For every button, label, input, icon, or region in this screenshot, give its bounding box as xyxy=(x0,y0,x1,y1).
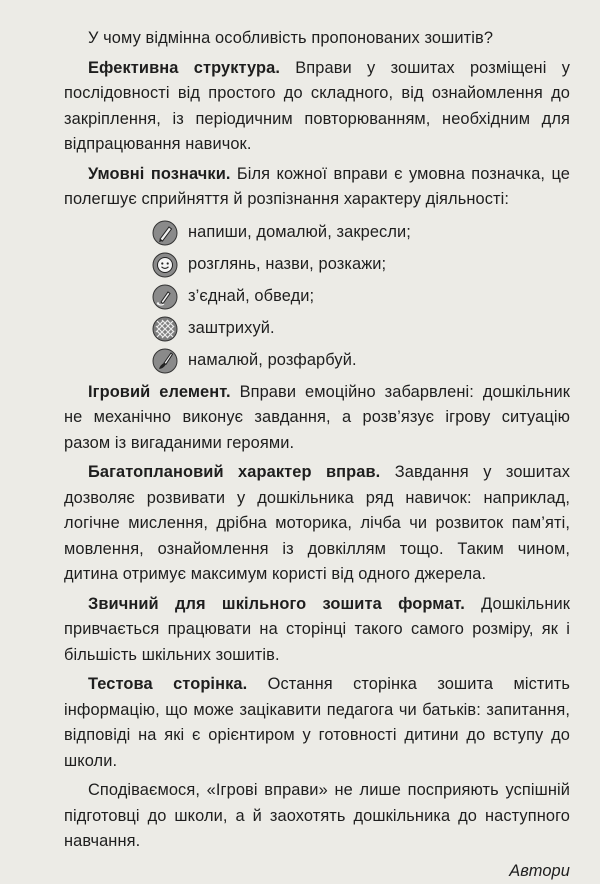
closing-paragraph: Сподіваємося, «Ігрові вправи» не лише посприяють успішній підготовці до школи, а й заохотять дошкільника до наступного навчання. xyxy=(64,778,570,855)
smiley-face-icon xyxy=(152,252,178,278)
document-body xyxy=(64,26,570,884)
section-multi xyxy=(64,460,570,588)
pencil-icon xyxy=(152,220,178,246)
section-format-title: Звичний для шкільного зошита формат. xyxy=(88,595,465,613)
section-test-text: Остання сторінка зошита містить інформацію, що може зацікавити педагога чи батьків: запитання, відповіді на які є орієнтиром у готовності дитини до вступу до школи. xyxy=(64,675,570,770)
section-multi-text: Завдання у зошитах дозволяє розвивати у дошкільника ряд навичок: наприклад, логічне мислення, дрібна моторика, лічба чи розвиток пам’яті, мовлення, ознайомлення із довкіллям тощо. Таким чином, дитина отримує максимум користі від одного джерела. xyxy=(64,463,570,583)
section-structure xyxy=(64,56,570,158)
section-format xyxy=(64,592,570,669)
legend-label: заштрихуй. xyxy=(188,316,275,342)
section-test-title: Тестова сторінка. xyxy=(88,675,247,693)
paintbrush-icon xyxy=(152,348,178,374)
section-symbols xyxy=(64,162,570,213)
section-multi-title: Багатоплановий характер вправ. xyxy=(88,463,380,481)
section-structure-title: Ефективна структура. xyxy=(88,59,280,77)
section-game-title: Ігровий елемент. xyxy=(88,383,231,401)
section-symbols-text: Біля кожної вправи є умовна позначка, це полегшує сприйняття й розпізнання характеру діяльності: xyxy=(64,165,570,209)
legend-label: намалюй, розфарбуй. xyxy=(188,348,357,374)
legend-label: з’єднай, обведи; xyxy=(188,284,314,310)
hatching-grid-icon xyxy=(152,316,178,342)
legend-label: розглянь, назви, розкажи; xyxy=(188,252,386,278)
legend-label: напиши, домалюй, закресли; xyxy=(188,220,411,246)
legend-item-connect xyxy=(152,281,570,313)
section-game xyxy=(64,380,570,457)
section-structure-text: Вправи у зошитах розміщені у послідовності від простого до складного, від ознайомлення до закріплення, із періодичним повторюванням, необхідним для відпрацювання навичок. xyxy=(64,59,570,154)
signature: Автори xyxy=(64,859,570,884)
section-game-text: Вправи емоційно забарвлені: дошкільник не механічно виконує завдання, а розв’язує ігрову ситуацію разом із вигаданими героями. xyxy=(64,383,570,452)
section-symbols-title: Умовні позначки. xyxy=(88,165,231,183)
section-test xyxy=(64,672,570,774)
legend-item-hatch xyxy=(152,313,570,345)
legend-item-write xyxy=(152,217,570,249)
connect-pencil-icon xyxy=(152,284,178,310)
intro-line: У чому відмінна особливість пропонованих зошитів? xyxy=(64,26,570,52)
section-format-text: Дошкільник привчається працювати на сторінці такого самого розміру, як і більшість шкільних зошитів. xyxy=(64,595,570,664)
symbols-legend xyxy=(152,217,570,377)
legend-item-paint xyxy=(152,345,570,377)
legend-item-look xyxy=(152,249,570,281)
